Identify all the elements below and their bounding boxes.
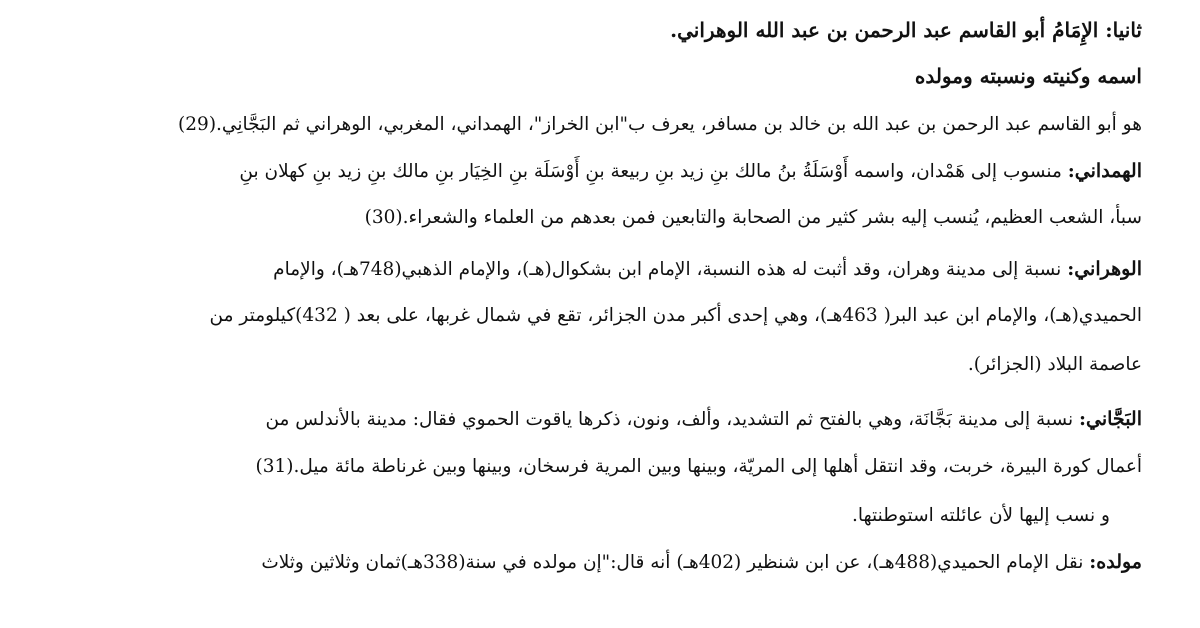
term-bajjani: البَجَّاني: xyxy=(1079,408,1142,430)
paragraph-wahrani-line-3: عاصمة البلاد (الجزائر). xyxy=(967,354,1142,375)
paragraph-settled-line: و نسب إليها لأن عائلته استوطنتها. xyxy=(852,505,1110,526)
paragraph-wahrani-line-1 xyxy=(273,258,1142,281)
paragraph-birth-line-1 xyxy=(261,551,1142,574)
paragraph-bajjani-line-2: أعمال كورة البيرة، خربت، وقد انتقل أهلها إلى المريّة، وبينها وبين المرية فرسخان، وبينها وبين غرناطة مائة ميل.(31) xyxy=(255,456,1142,477)
paragraph-wahrani-line-2: الحميدي(هـ)، والإمام ابن عبد البر( 463هـ)، وهي إحدى أكبر مدن الجزائر، تقع في شمال غربها، على بعد ( 432)كيلومتر من xyxy=(209,305,1142,326)
term-wahrani: الوهراني: xyxy=(1067,258,1142,280)
paragraph-bajjani-text-1: نسبة إلى مدينة بَجَّانَة، وهي بالفتح ثم التشديد، وألف، ونون، ذكرها ياقوت الحموي فقال: مدينة بالأندلس من xyxy=(265,409,1079,430)
section-heading: ثانيا: الإِمَامُ أبو القاسم عبد الرحمن بن عبد الله الوهراني. xyxy=(670,18,1142,42)
term-hamdani: الهمداني: xyxy=(1067,160,1142,182)
paragraph-bajjani-line-1 xyxy=(265,408,1142,431)
subsection-heading: اسمه وكنيته ونسبته ومولده xyxy=(914,64,1142,88)
paragraph-hamdani-line-1 xyxy=(239,160,1142,183)
paragraph-hamdani-text-1: منسوب إلى هَمْدان، واسمه أَوْسَلَةُ بنُ مالك بنِ زيد بنِ ربيعة بنِ أَوْسَلَة بنِ الخِيَار بنِ مالك بنِ زيد بنِ كهلان بنِ xyxy=(239,161,1068,182)
term-birth: مولده: xyxy=(1089,551,1142,573)
paragraph-name-line-1: هو أبو القاسم عبد الرحمن بن عبد الله بن خالد بن مسافر، يعرف ب"ابن الخراز"، الهمداني، المغربي، الوهراني ثم البَجَّانِي.(29) xyxy=(178,114,1142,135)
paragraph-hamdani-line-2: سبأ، الشعب العظيم، يُنسب إليه بشر كثير من الصحابة والتابعين فمن بعدهم من العلماء والشعراء.(30) xyxy=(364,207,1142,228)
paragraph-wahrani-text-1: نسبة إلى مدينة وهران، وقد أثبت له هذه النسبة، الإمام ابن بشكوال(هـ)، والإمام الذهبي(748هـ)، والإمام xyxy=(273,259,1068,280)
paragraph-birth-text-1: نقل الإمام الحميدي(488هـ)، عن ابن شنظير (402هـ) أنه قال:"إن مولده في سنة(338هـ)ثمان وثلاثين وثلاث xyxy=(261,552,1090,573)
